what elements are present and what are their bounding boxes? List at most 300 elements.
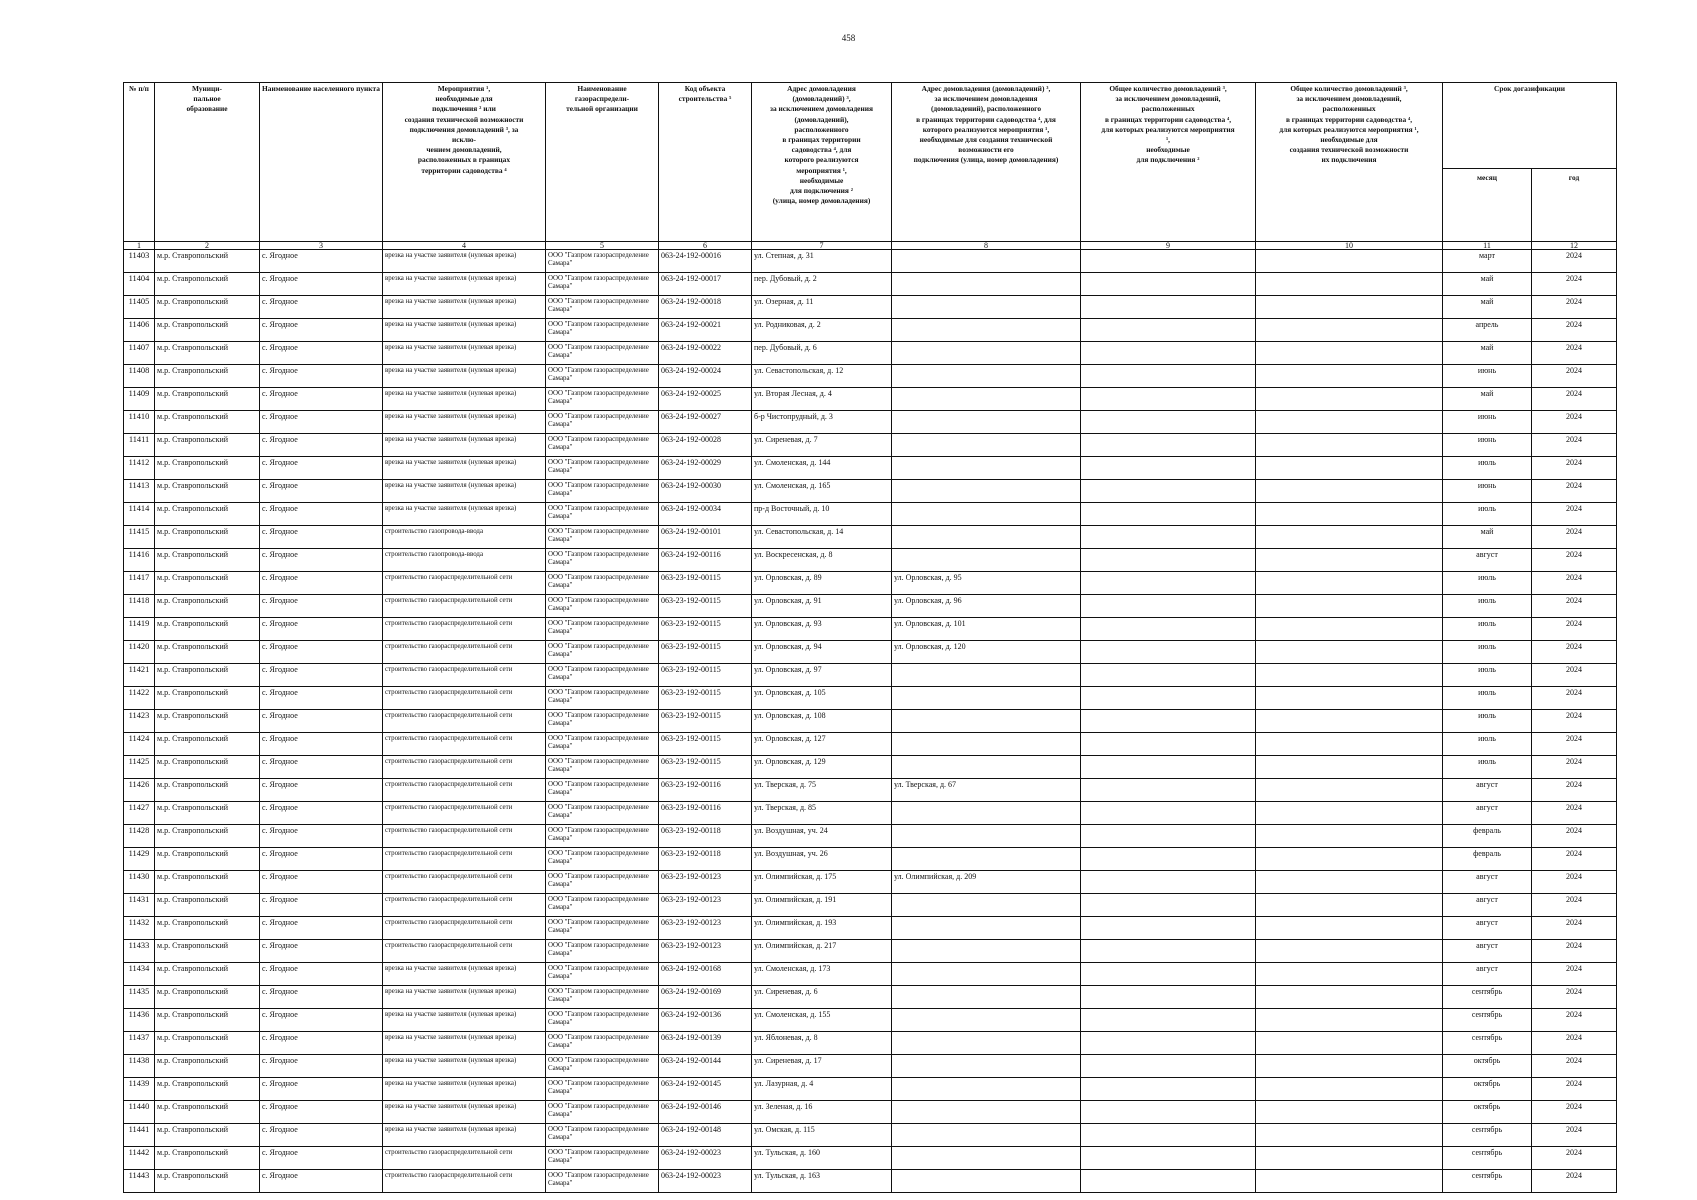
activity-cell: строительство газораспределительной сети [383, 1147, 546, 1170]
total-connection-cell [1081, 457, 1256, 480]
year-cell: 2024 [1532, 319, 1617, 342]
municipality-cell: м.р. Ставропольский [155, 595, 260, 618]
municipality-cell: м.р. Ставропольский [155, 986, 260, 1009]
row-number: 11420 [124, 641, 155, 664]
table-row [124, 917, 1617, 940]
month-cell: июль [1443, 710, 1532, 733]
header-total-capability: Общее количество домовладений ³, за исключением домовладений, расположенных в границах территории садоводства ⁴, для которых реализуются мероприятия ¹, необходимые для создания технической возможности их подключения [1256, 83, 1443, 242]
row-number: 11415 [124, 526, 155, 549]
address-connection-cell: ул. Смоленская, д. 144 [752, 457, 892, 480]
activity-cell: врезка на участке заявителя (нулевая врезка) [383, 388, 546, 411]
table-row [124, 1124, 1617, 1147]
year-cell: 2024 [1532, 641, 1617, 664]
column-number: 12 [1532, 242, 1617, 250]
address-connection-cell: ул. Тульская, д. 163 [752, 1170, 892, 1193]
total-capability-cell [1256, 963, 1443, 986]
table-row [124, 802, 1617, 825]
settlement-cell: с. Ягодное [260, 664, 383, 687]
municipality-cell: м.р. Ставропольский [155, 779, 260, 802]
address-connection-cell: ул. Тульская, д. 160 [752, 1147, 892, 1170]
activity-cell: строительство газораспределительной сети [383, 825, 546, 848]
month-cell: май [1443, 296, 1532, 319]
activity-cell: врезка на участке заявителя (нулевая врезка) [383, 342, 546, 365]
object-code-cell: 063-23-192-00116 [659, 779, 752, 802]
address-capability-cell: ул. Орловская, д. 120 [892, 641, 1081, 664]
activity-cell: врезка на участке заявителя (нулевая врезка) [383, 1009, 546, 1032]
table-row [124, 618, 1617, 641]
address-connection-cell: ул. Смоленская, д. 165 [752, 480, 892, 503]
address-capability-cell: ул. Олимпийская, д. 209 [892, 871, 1081, 894]
month-cell: март [1443, 250, 1532, 273]
column-number: 1 [124, 242, 155, 250]
municipality-cell: м.р. Ставропольский [155, 733, 260, 756]
settlement-cell: с. Ягодное [260, 779, 383, 802]
table-row [124, 342, 1617, 365]
gas-org-cell: ООО "Газпром газораспределение Самара" [546, 664, 659, 687]
total-connection-cell [1081, 894, 1256, 917]
year-cell: 2024 [1532, 618, 1617, 641]
row-number: 11406 [124, 319, 155, 342]
month-cell: август [1443, 549, 1532, 572]
row-number: 11423 [124, 710, 155, 733]
address-capability-cell [892, 457, 1081, 480]
address-connection-cell: ул. Севастопольская, д. 12 [752, 365, 892, 388]
municipality-cell: м.р. Ставропольский [155, 1078, 260, 1101]
settlement-cell: с. Ягодное [260, 1032, 383, 1055]
settlement-cell: с. Ягодное [260, 1124, 383, 1147]
row-number: 11430 [124, 871, 155, 894]
gas-org-cell: ООО "Газпром газораспределение Самара" [546, 1101, 659, 1124]
table-row [124, 388, 1617, 411]
total-connection-cell [1081, 411, 1256, 434]
address-capability-cell [892, 1101, 1081, 1124]
year-cell: 2024 [1532, 1032, 1617, 1055]
activity-cell: врезка на участке заявителя (нулевая врезка) [383, 1055, 546, 1078]
address-capability-cell [892, 1055, 1081, 1078]
header-num: № п/п [124, 83, 155, 242]
total-capability-cell [1256, 664, 1443, 687]
total-connection-cell [1081, 1101, 1256, 1124]
total-capability-cell [1256, 1170, 1443, 1193]
municipality-cell: м.р. Ставропольский [155, 802, 260, 825]
total-capability-cell [1256, 802, 1443, 825]
activity-cell: строительство газораспределительной сети [383, 894, 546, 917]
column-number: 6 [659, 242, 752, 250]
municipality-cell: м.р. Ставропольский [155, 296, 260, 319]
year-cell: 2024 [1532, 986, 1617, 1009]
year-cell: 2024 [1532, 503, 1617, 526]
row-number: 11417 [124, 572, 155, 595]
month-cell: сентябрь [1443, 1124, 1532, 1147]
total-capability-cell [1256, 480, 1443, 503]
month-cell: октябрь [1443, 1101, 1532, 1124]
month-cell: сентябрь [1443, 1032, 1532, 1055]
year-cell: 2024 [1532, 342, 1617, 365]
address-connection-cell: ул. Орловская, д. 127 [752, 733, 892, 756]
activity-cell: строительство газораспределительной сети [383, 779, 546, 802]
total-connection-cell [1081, 319, 1256, 342]
total-connection-cell [1081, 1009, 1256, 1032]
address-capability-cell [892, 273, 1081, 296]
gas-org-cell: ООО "Газпром газораспределение Самара" [546, 917, 659, 940]
settlement-cell: с. Ягодное [260, 480, 383, 503]
gas-org-cell: ООО "Газпром газораспределение Самара" [546, 710, 659, 733]
municipality-cell: м.р. Ставропольский [155, 365, 260, 388]
gas-org-cell: ООО "Газпром газораспределение Самара" [546, 986, 659, 1009]
row-number: 11433 [124, 940, 155, 963]
row-number: 11414 [124, 503, 155, 526]
activity-cell: строительство газораспределительной сети [383, 871, 546, 894]
month-cell: июнь [1443, 480, 1532, 503]
total-capability-cell [1256, 273, 1443, 296]
table-row [124, 549, 1617, 572]
gas-org-cell: ООО "Газпром газораспределение Самара" [546, 687, 659, 710]
total-connection-cell [1081, 388, 1256, 411]
header-activities: Мероприятия ¹, необходимые для подключения ² или создания технической возможности подключения домовладений ³, за исклю- чением домовладений, расположенных в границах территории садоводства ⁴ [383, 83, 546, 242]
gas-org-cell: ООО "Газпром газораспределение Самара" [546, 641, 659, 664]
header-object-code: Код объекта строительства ⁵ [659, 83, 752, 242]
year-cell: 2024 [1532, 549, 1617, 572]
table-row [124, 250, 1617, 273]
activity-cell: строительство газораспределительной сети [383, 595, 546, 618]
object-code-cell: 063-24-192-00025 [659, 388, 752, 411]
municipality-cell: м.р. Ставропольский [155, 319, 260, 342]
total-capability-cell [1256, 756, 1443, 779]
settlement-cell: с. Ягодное [260, 848, 383, 871]
object-code-cell: 063-23-192-00115 [659, 733, 752, 756]
total-connection-cell [1081, 1124, 1256, 1147]
month-cell: июль [1443, 572, 1532, 595]
month-cell: август [1443, 940, 1532, 963]
page-number: 458 [841, 33, 856, 43]
year-cell: 2024 [1532, 480, 1617, 503]
table-row [124, 1170, 1617, 1193]
total-connection-cell [1081, 526, 1256, 549]
municipality-cell: м.р. Ставропольский [155, 273, 260, 296]
gas-org-cell: ООО "Газпром газораспределение Самара" [546, 1032, 659, 1055]
total-capability-cell [1256, 319, 1443, 342]
month-cell: октябрь [1443, 1078, 1532, 1101]
year-cell: 2024 [1532, 1101, 1617, 1124]
table-row [124, 480, 1617, 503]
activity-cell: врезка на участке заявителя (нулевая врезка) [383, 986, 546, 1009]
address-capability-cell [892, 848, 1081, 871]
row-number: 11438 [124, 1055, 155, 1078]
activity-cell: строительство газораспределительной сети [383, 618, 546, 641]
month-cell: май [1443, 273, 1532, 296]
address-connection-cell: ул. Орловская, д. 97 [752, 664, 892, 687]
municipality-cell: м.р. Ставропольский [155, 687, 260, 710]
gas-org-cell: ООО "Газпром газораспределение Самара" [546, 1147, 659, 1170]
address-connection-cell: ул. Тверская, д. 75 [752, 779, 892, 802]
address-capability-cell [892, 1078, 1081, 1101]
total-capability-cell [1256, 1009, 1443, 1032]
address-connection-cell: ул. Олимпийская, д. 175 [752, 871, 892, 894]
gas-org-cell: ООО "Газпром газораспределение Самара" [546, 411, 659, 434]
year-cell: 2024 [1532, 802, 1617, 825]
activity-cell: строительство газораспределительной сети [383, 1170, 546, 1193]
address-capability-cell [892, 296, 1081, 319]
total-connection-cell [1081, 802, 1256, 825]
object-code-cell: 063-24-192-00028 [659, 434, 752, 457]
object-code-cell: 063-24-192-00027 [659, 411, 752, 434]
total-connection-cell [1081, 549, 1256, 572]
year-cell: 2024 [1532, 687, 1617, 710]
municipality-cell: м.р. Ставропольский [155, 572, 260, 595]
address-connection-cell: ул. Орловская, д. 91 [752, 595, 892, 618]
activity-cell: строительство газораспределительной сети [383, 802, 546, 825]
municipality-cell: м.р. Ставропольский [155, 1124, 260, 1147]
address-connection-cell: ул. Зеленая, д. 16 [752, 1101, 892, 1124]
activity-cell: врезка на участке заявителя (нулевая врезка) [383, 411, 546, 434]
activity-cell: строительство газораспределительной сети [383, 664, 546, 687]
object-code-cell: 063-23-192-00115 [659, 687, 752, 710]
address-connection-cell: пр-д Восточный, д. 10 [752, 503, 892, 526]
year-cell: 2024 [1532, 733, 1617, 756]
total-capability-cell [1256, 595, 1443, 618]
total-capability-cell [1256, 411, 1443, 434]
column-number: 7 [752, 242, 892, 250]
object-code-cell: 063-24-192-00023 [659, 1170, 752, 1193]
table-row [124, 733, 1617, 756]
row-number: 11418 [124, 595, 155, 618]
total-connection-cell [1081, 1147, 1256, 1170]
municipality-cell: м.р. Ставропольский [155, 756, 260, 779]
total-connection-cell [1081, 986, 1256, 1009]
municipality-cell: м.р. Ставропольский [155, 526, 260, 549]
address-capability-cell [892, 549, 1081, 572]
total-capability-cell [1256, 940, 1443, 963]
row-number: 11434 [124, 963, 155, 986]
settlement-cell: с. Ягодное [260, 365, 383, 388]
month-cell: июль [1443, 664, 1532, 687]
month-cell: сентябрь [1443, 1009, 1532, 1032]
column-number: 2 [155, 242, 260, 250]
year-cell: 2024 [1532, 1009, 1617, 1032]
activity-cell: строительство газораспределительной сети [383, 641, 546, 664]
address-connection-cell: ул. Севастопольская, д. 14 [752, 526, 892, 549]
row-number: 11408 [124, 365, 155, 388]
address-capability-cell: ул. Тверская, д. 67 [892, 779, 1081, 802]
settlement-cell: с. Ягодное [260, 894, 383, 917]
object-code-cell: 063-24-192-00145 [659, 1078, 752, 1101]
activity-cell: строительство газораспределительной сети [383, 572, 546, 595]
activity-cell: строительство газораспределительной сети [383, 940, 546, 963]
total-capability-cell [1256, 434, 1443, 457]
object-code-cell: 063-24-192-00168 [659, 963, 752, 986]
gas-org-cell: ООО "Газпром газораспределение Самара" [546, 733, 659, 756]
address-connection-cell: ул. Орловская, д. 105 [752, 687, 892, 710]
gas-org-cell: ООО "Газпром газораспределение Самара" [546, 526, 659, 549]
total-capability-cell [1256, 1101, 1443, 1124]
total-capability-cell [1256, 779, 1443, 802]
object-code-cell: 063-23-192-00115 [659, 756, 752, 779]
address-capability-cell [892, 733, 1081, 756]
object-code-cell: 063-24-192-00139 [659, 1032, 752, 1055]
total-connection-cell [1081, 940, 1256, 963]
month-cell: июнь [1443, 365, 1532, 388]
object-code-cell: 063-23-192-00116 [659, 802, 752, 825]
gas-org-cell: ООО "Газпром газораспределение Самара" [546, 618, 659, 641]
table-row [124, 1078, 1617, 1101]
row-number: 11436 [124, 1009, 155, 1032]
month-cell: февраль [1443, 848, 1532, 871]
total-connection-cell [1081, 779, 1256, 802]
gas-org-cell: ООО "Газпром газораспределение Самара" [546, 388, 659, 411]
activity-cell: врезка на участке заявителя (нулевая врезка) [383, 480, 546, 503]
municipality-cell: м.р. Ставропольский [155, 388, 260, 411]
month-cell: сентябрь [1443, 986, 1532, 1009]
address-capability-cell [892, 342, 1081, 365]
year-cell: 2024 [1532, 365, 1617, 388]
municipality-cell: м.р. Ставропольский [155, 342, 260, 365]
address-capability-cell [892, 710, 1081, 733]
address-capability-cell [892, 388, 1081, 411]
activity-cell: врезка на участке заявителя (нулевая врезка) [383, 250, 546, 273]
address-connection-cell: ул. Орловская, д. 108 [752, 710, 892, 733]
table-row [124, 526, 1617, 549]
object-code-cell: 063-24-192-00034 [659, 503, 752, 526]
month-cell: август [1443, 917, 1532, 940]
table-row [124, 572, 1617, 595]
total-capability-cell [1256, 618, 1443, 641]
object-code-cell: 063-24-192-00146 [659, 1101, 752, 1124]
total-connection-cell [1081, 687, 1256, 710]
year-cell: 2024 [1532, 296, 1617, 319]
municipality-cell: м.р. Ставропольский [155, 963, 260, 986]
settlement-cell: с. Ягодное [260, 250, 383, 273]
year-cell: 2024 [1532, 1124, 1617, 1147]
row-number: 11407 [124, 342, 155, 365]
row-number: 11439 [124, 1078, 155, 1101]
municipality-cell: м.р. Ставропольский [155, 1009, 260, 1032]
object-code-cell: 063-24-192-00024 [659, 365, 752, 388]
municipality-cell: м.р. Ставропольский [155, 250, 260, 273]
year-cell: 2024 [1532, 710, 1617, 733]
municipality-cell: м.р. Ставропольский [155, 848, 260, 871]
total-connection-cell [1081, 641, 1256, 664]
year-cell: 2024 [1532, 894, 1617, 917]
address-connection-cell: пер. Дубовый, д. 6 [752, 342, 892, 365]
settlement-cell: с. Ягодное [260, 618, 383, 641]
month-cell: апрель [1443, 319, 1532, 342]
municipality-cell: м.р. Ставропольский [155, 411, 260, 434]
table-row [124, 1147, 1617, 1170]
month-cell: июль [1443, 618, 1532, 641]
address-capability-cell [892, 526, 1081, 549]
gas-org-cell: ООО "Газпром газораспределение Самара" [546, 319, 659, 342]
municipality-cell: м.р. Ставропольский [155, 664, 260, 687]
total-connection-cell [1081, 480, 1256, 503]
activity-cell: врезка на участке заявителя (нулевая врезка) [383, 1032, 546, 1055]
settlement-cell: с. Ягодное [260, 296, 383, 319]
table-row [124, 756, 1617, 779]
table-row [124, 1101, 1617, 1124]
total-connection-cell [1081, 871, 1256, 894]
year-cell: 2024 [1532, 411, 1617, 434]
total-connection-cell [1081, 618, 1256, 641]
object-code-cell: 063-24-192-00136 [659, 1009, 752, 1032]
address-capability-cell [892, 894, 1081, 917]
total-connection-cell [1081, 825, 1256, 848]
year-cell: 2024 [1532, 250, 1617, 273]
total-connection-cell [1081, 365, 1256, 388]
total-capability-cell [1256, 1124, 1443, 1147]
activity-cell: врезка на участке заявителя (нулевая врезка) [383, 273, 546, 296]
row-number: 11431 [124, 894, 155, 917]
settlement-cell: с. Ягодное [260, 986, 383, 1009]
total-connection-cell [1081, 848, 1256, 871]
month-cell: октябрь [1443, 1055, 1532, 1078]
row-number: 11426 [124, 779, 155, 802]
total-capability-cell [1256, 296, 1443, 319]
gasification-table [123, 82, 1617, 1193]
year-cell: 2024 [1532, 756, 1617, 779]
row-number: 11427 [124, 802, 155, 825]
gas-org-cell: ООО "Газпром газораспределение Самара" [546, 756, 659, 779]
object-code-cell: 063-24-192-00016 [659, 250, 752, 273]
gas-org-cell: ООО "Газпром газораспределение Самара" [546, 871, 659, 894]
year-cell: 2024 [1532, 1147, 1617, 1170]
row-number: 11405 [124, 296, 155, 319]
table-row [124, 1032, 1617, 1055]
object-code-cell: 063-23-192-00118 [659, 825, 752, 848]
column-number: 8 [892, 242, 1081, 250]
total-capability-cell [1256, 687, 1443, 710]
total-connection-cell [1081, 273, 1256, 296]
gas-org-cell: ООО "Газпром газораспределение Самара" [546, 572, 659, 595]
table-row [124, 457, 1617, 480]
row-number: 11411 [124, 434, 155, 457]
row-number: 11419 [124, 618, 155, 641]
gas-org-cell: ООО "Газпром газораспределение Самара" [546, 825, 659, 848]
row-number: 11403 [124, 250, 155, 273]
year-cell: 2024 [1532, 664, 1617, 687]
year-cell: 2024 [1532, 434, 1617, 457]
settlement-cell: с. Ягодное [260, 526, 383, 549]
municipality-cell: м.р. Ставропольский [155, 1170, 260, 1193]
gas-org-cell: ООО "Газпром газораспределение Самара" [546, 549, 659, 572]
total-connection-cell [1081, 756, 1256, 779]
address-capability-cell [892, 664, 1081, 687]
month-cell: сентябрь [1443, 1147, 1532, 1170]
settlement-cell: с. Ягодное [260, 733, 383, 756]
address-capability-cell [892, 319, 1081, 342]
table-row [124, 595, 1617, 618]
address-connection-cell: ул. Вторая Лесная, д. 4 [752, 388, 892, 411]
table-row [124, 434, 1617, 457]
activity-cell: строительство газораспределительной сети [383, 710, 546, 733]
settlement-cell: с. Ягодное [260, 1055, 383, 1078]
table-row [124, 710, 1617, 733]
month-cell: июль [1443, 595, 1532, 618]
address-capability-cell [892, 687, 1081, 710]
row-number: 11404 [124, 273, 155, 296]
settlement-cell: с. Ягодное [260, 710, 383, 733]
activity-cell: врезка на участке заявителя (нулевая врезка) [383, 503, 546, 526]
object-code-cell: 063-23-192-00123 [659, 917, 752, 940]
total-connection-cell [1081, 434, 1256, 457]
total-capability-cell [1256, 572, 1443, 595]
object-code-cell: 063-24-192-00148 [659, 1124, 752, 1147]
row-number: 11442 [124, 1147, 155, 1170]
total-capability-cell [1256, 1078, 1443, 1101]
municipality-cell: м.р. Ставропольский [155, 618, 260, 641]
total-connection-cell [1081, 572, 1256, 595]
address-connection-cell: ул. Озерная, д. 11 [752, 296, 892, 319]
address-connection-cell: ул. Яблоневая, д. 8 [752, 1032, 892, 1055]
total-connection-cell [1081, 733, 1256, 756]
